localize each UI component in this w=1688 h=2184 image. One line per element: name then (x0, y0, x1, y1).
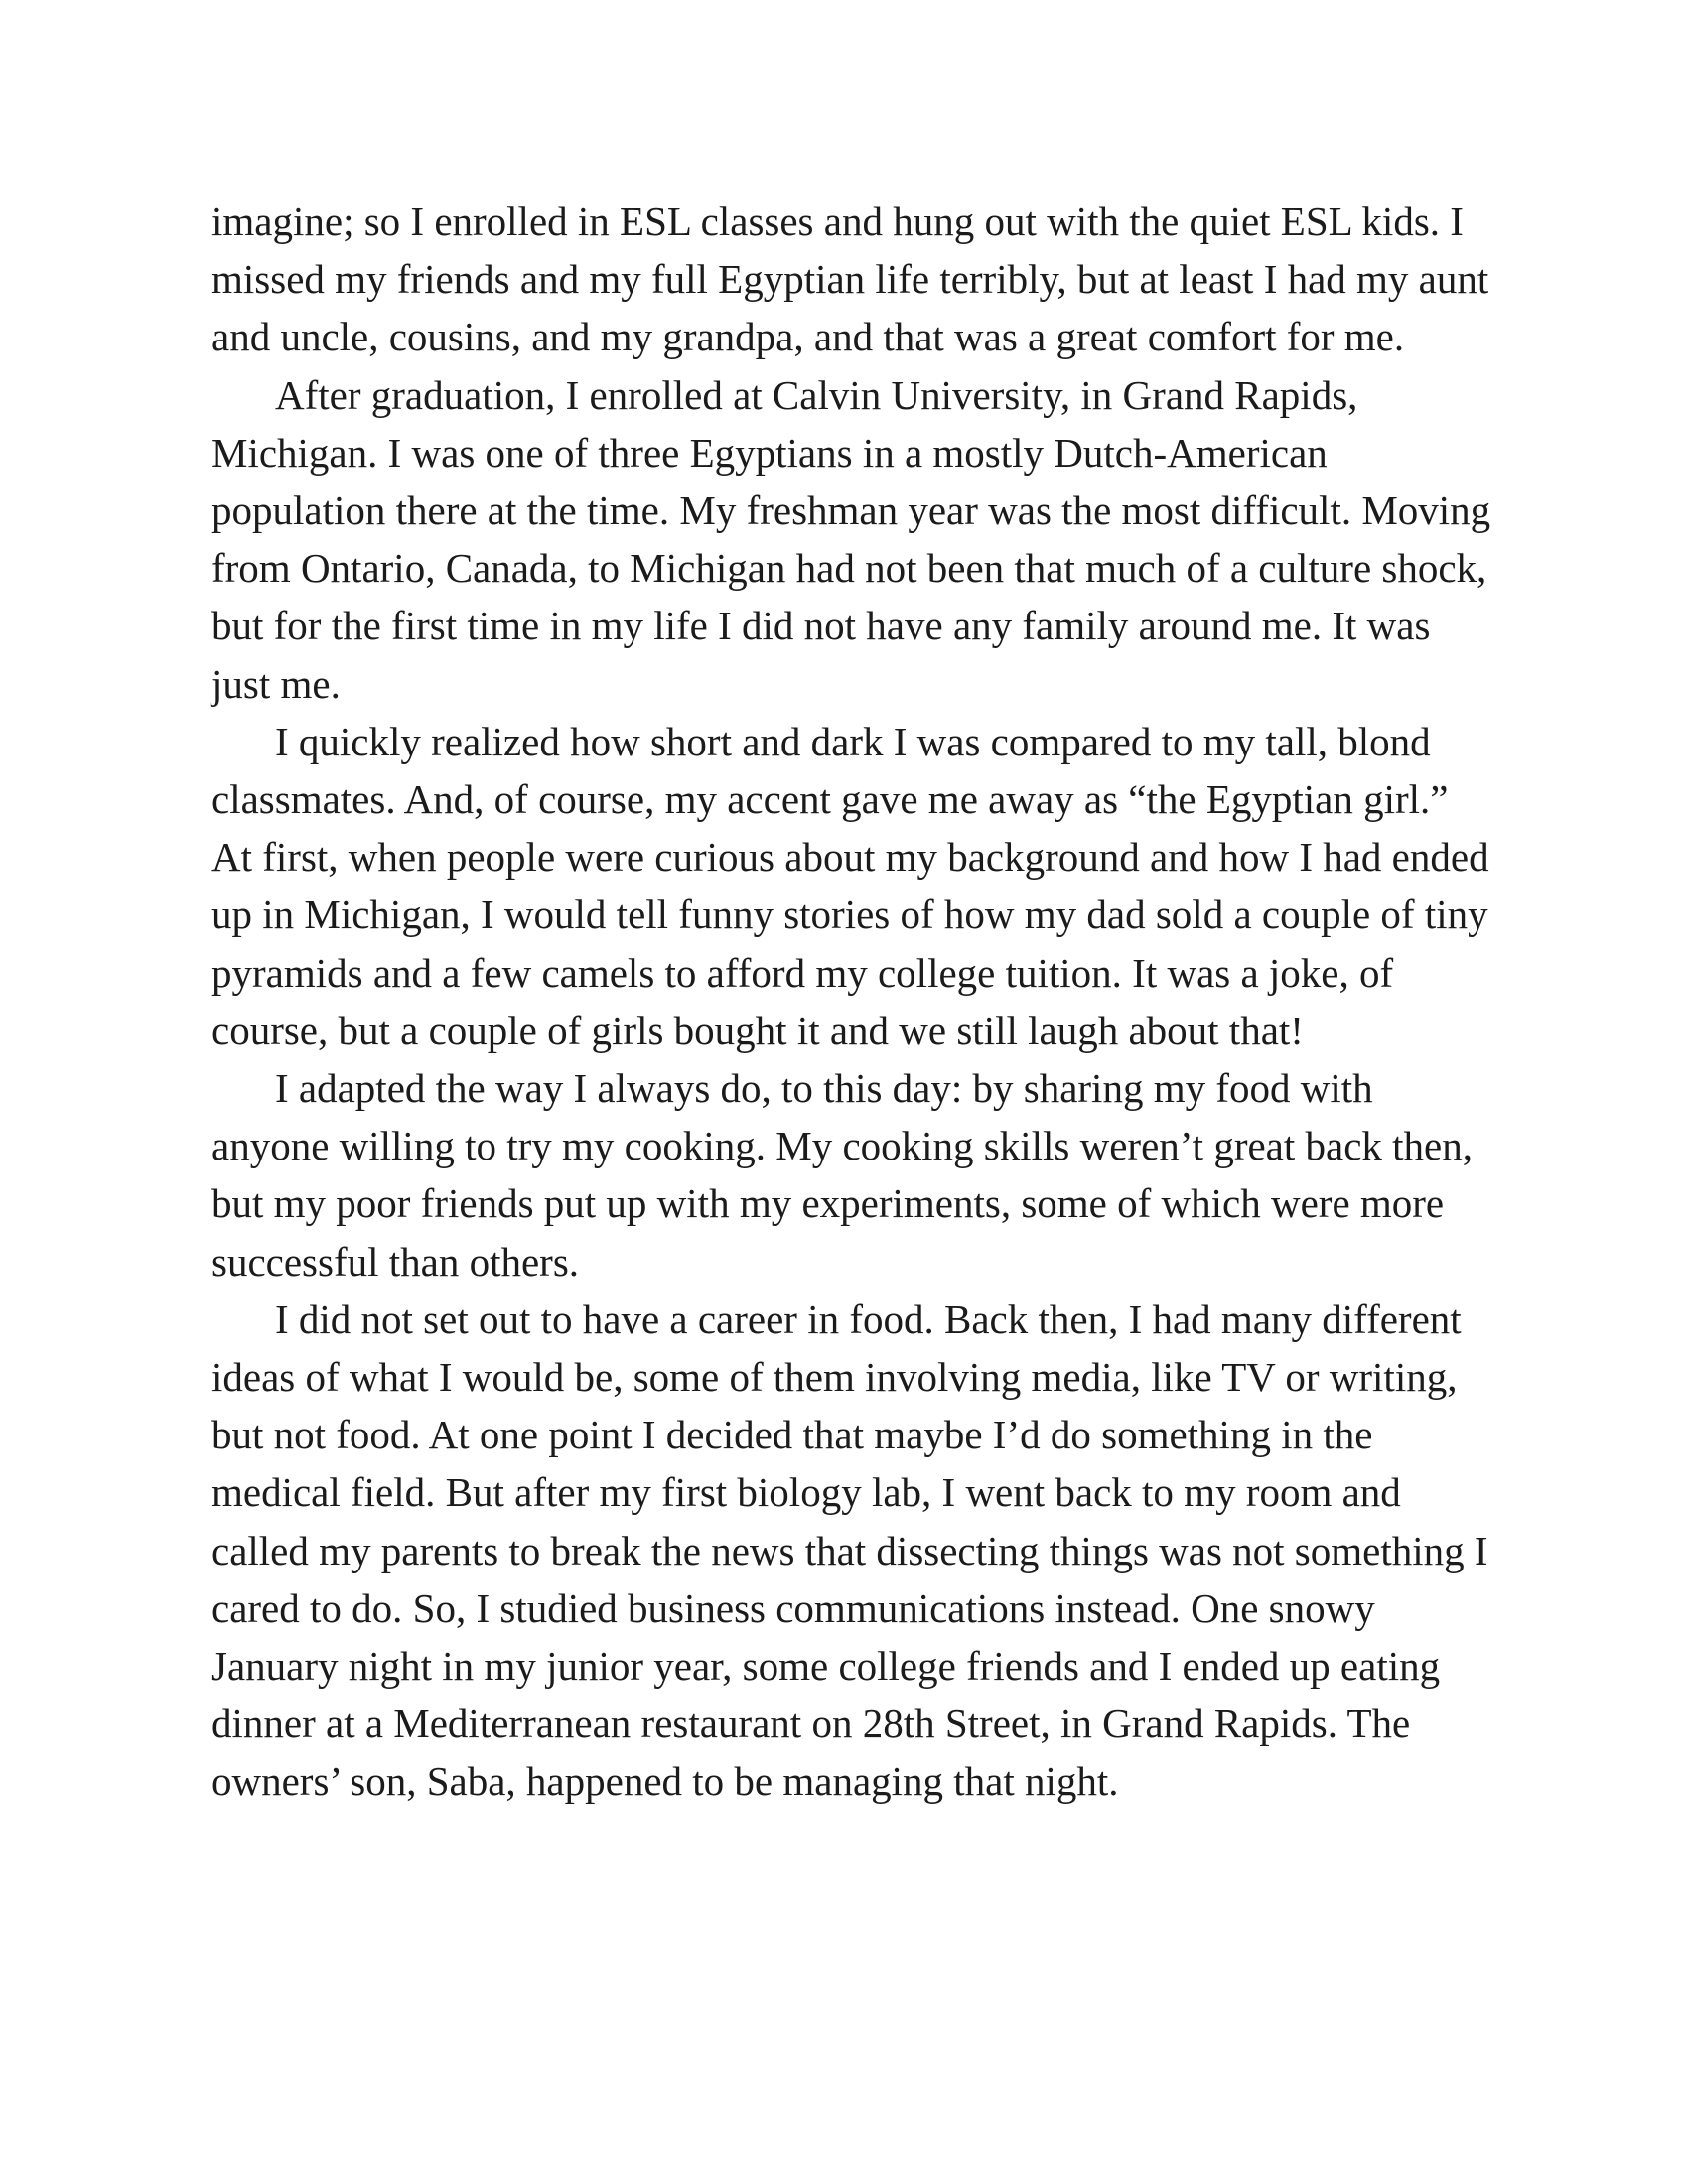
paragraph-5: I did not set out to have a career in food. Back then, I had many different ideas of what I would be, some of them involving media, like TV or writing, but not food. At one point I decided that maybe I’d do something in the medical field. But after my first biology lab, I went back to my room and called my parents to break the news that dissecting things was not something I cared to do. So, I studied business communications instead. One snowy January night in my junior year, some college friends and I ended up eating dinner at a Mediterranean restaurant on 28th Street, in Grand Rapids. The owners’ son, Saba, happened to be managing that night. (211, 1296, 1488, 1805)
body-text (211, 193, 1492, 1811)
paragraph-1: imagine; so I enrolled in ESL classes and hung out with the quiet ESL kids. I missed my friends and my full Egyptian life terribly, but at least I had my aunt and uncle, cousins, and my grandpa, and that was a great comfort for me. (211, 199, 1489, 360)
paragraph-3: I quickly realized how short and dark I was compared to my tall, blond classmates. And, of course, my accent gave me away as “the Egyptian girl.” At first, when people were curious about my background and how I had ended up in Michigan, I would tell funny stories of how my dad sold a couple of tiny pyramids and a few camels to afford my college tuition. It was a joke, of course, but a couple of girls bought it and we still laugh about that! (211, 718, 1489, 1053)
paragraph-2: After graduation, I enrolled at Calvin University, in Grand Rapids, Michigan. I was one of three Egyptians in a mostly Dutch-American population there at the time. My freshman year was the most difficult. Moving from Ontario, Canada, to Michigan had not been that much of a culture shock, but for the first time in my life I did not have any family around me. It was just me. (211, 371, 1491, 707)
paragraph-4: I adapted the way I always do, to this day: by sharing my food with anyone willing to try my cooking. My cooking skills weren’t great back then, but my poor friends put up with my experiments, some of which were more successful than others. (211, 1065, 1473, 1285)
